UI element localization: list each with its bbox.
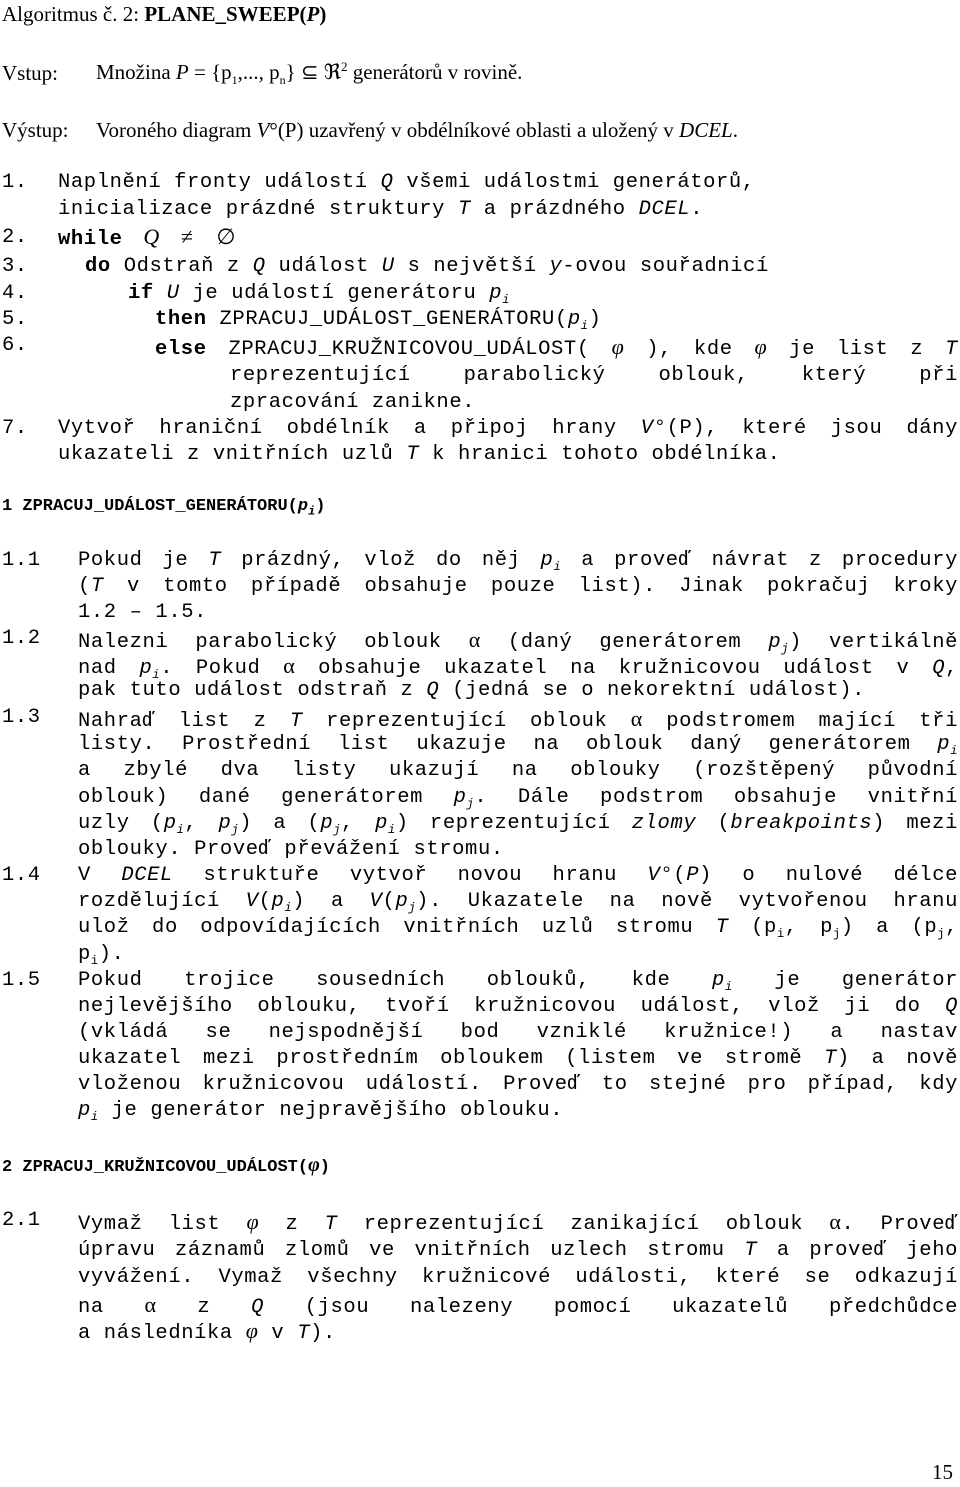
step-3: 3. xyxy=(2,255,28,278)
step-2-1-number: 2.1 xyxy=(2,1209,41,1232)
step-7-line-1: Vytvoř hraniční obdélník a připoj hrany V°(P), které jsou dány xyxy=(58,417,958,440)
step-1-4-line-2: rozdělující $V(p_i)$ a $V(p_j)$. Ukazatele na nově vytvořenou hranu xyxy=(78,890,958,916)
page-number: 15 xyxy=(932,1460,953,1484)
step-7: 7. xyxy=(2,417,28,440)
step-1-5-line-1: Pokud trojice sousedních oblouků, kde $p_i$ je generátor xyxy=(78,969,958,995)
step-1-4-line-3: ulož do odpovídajících vnitřních uzlů stromu T ($p_i$, $p_j$) a ($p_j$, xyxy=(78,916,959,942)
input-label: Vstup: xyxy=(2,61,59,85)
step-2-1-line-3: vyvážení. Vymaž všechny kružnicové události, které se odkazují xyxy=(78,1266,958,1289)
step-6: 6. xyxy=(2,334,28,357)
step-3-line: do Odstraň z Q událost U s největší y-ovou souřadnicí xyxy=(85,255,769,278)
step-1-5-line-5: vloženou kružnicovou událostí. Proveď to stejné pro případ, kdy xyxy=(78,1073,958,1096)
algorithm-title: Algoritmus č. 2: PLANE_SWEEP(P) xyxy=(2,2,327,26)
step-5: 5. xyxy=(2,308,28,331)
step-2-1-line-5: a následníka φ v T). xyxy=(78,1318,336,1345)
step-2-1-line-2: úpravu záznamů zlomů ve vnitřních uzlech stromu T a proveď jeho xyxy=(78,1239,958,1262)
step-1-1-number: 1.1 xyxy=(2,549,41,572)
step-2-1-line-4: na α z Q (jsou nalezeny pomocí ukazatelů předchůdce xyxy=(78,1292,958,1319)
step-1-2-line-3: pak tuto událost odstraň z Q (jedná se o nekorektní událost). xyxy=(78,679,866,702)
step-1-1-line-1: Pokud je T prázdný, vlož do něj $p_i$ a proveď návrat z procedury xyxy=(78,549,958,575)
step-4-line: if U je událostí generátoru $p_i$ xyxy=(128,282,510,308)
step-2: 2. xyxy=(2,226,28,249)
step-1-3-line-1: Nahraď list z T reprezentující oblouk α podstromem mající tři xyxy=(78,706,958,733)
step-2-1-line-1: Vymaž list φ z T reprezentující zanikající oblouk α. Proveď xyxy=(78,1209,958,1236)
step-7-line-2: ukazateli z vnitřních uzlů T k hranici tohoto obdélníka. xyxy=(58,443,781,466)
step-1: 1. xyxy=(2,171,28,194)
step-1-5-line-2: nejlevějšího oblouku, tvoří kružnicovou událost, vlož ji do Q xyxy=(78,995,958,1018)
step-1-5-line-4: ukazatel mezi prostředním obloukem (listem ve stromě T) a nově xyxy=(78,1047,958,1070)
step-4: 4. xyxy=(2,282,28,305)
step-1-1-line-2: (T v tomto případě obsahuje pouze list). Jinak pokračuj kroky xyxy=(78,575,958,598)
output-description: Voroného diagram V°(P) uzavřený v obdélníkové oblasti a uložený v DCEL. xyxy=(96,118,738,142)
step-1-line-1: Naplnění fronty událostí Q všemi událostmi generátorů, xyxy=(58,171,755,194)
step-1-2-line-2: nad $p_i$. Pokud α obsahuje ukazatel na kružnicovou událost v Q, xyxy=(78,653,959,683)
step-1-4-line-4: $p_i$). xyxy=(78,943,125,969)
step-1-3-line-5: uzly ($p_i$, $p_j$) a ($p_j$, $p_i$) reprezentující zlomy (breakpoints) mezi xyxy=(78,812,958,838)
procedure-2-heading: 2 ZPRACUJ_KRUŽNICOVOU_UDÁLOST(φ) xyxy=(2,1154,330,1177)
step-5-line: then $ZPRACUJ\_UDÁLOST\_GENERÁTORU(p_i)$ xyxy=(155,308,602,334)
step-1-line-2: inicializace prázdné struktury T a prázdného DCEL. xyxy=(58,198,704,221)
step-1-5-line-3: (vkládá se nejspodnější bod vzniklé kružnice!) a nastav xyxy=(78,1021,958,1044)
step-1-2-line-1: Nalezni parabolický oblouk α (daný generátorem $p_j$) vertikálně xyxy=(78,627,959,657)
procedure-1-heading: 1 $ZPRACUJ\_UDÁLOST\_GENERÁTORU(p_i)$ xyxy=(2,497,326,519)
step-6-line-2: reprezentující parabolický oblouk, který při xyxy=(230,364,958,387)
step-1-3-number: 1.3 xyxy=(2,706,41,729)
input-description: Množina $P = \{p_1$,..., $p_n$} ⊆ ℜ$^2$ generátorů v rovině. xyxy=(96,59,523,88)
step-6-line-1: else ZPRACUJ_KRUŽNICOVOU_UDÁLOST( φ ), kde φ je list z T xyxy=(155,334,958,361)
step-1-2-number: 1.2 xyxy=(2,627,41,650)
step-1-3-line-3: a zbylé dva listy ukazují na oblouky (rozštěpený původní xyxy=(78,759,958,782)
step-1-5-line-6: $p_i$ je generátor nejpravějšího oblouku. xyxy=(78,1099,564,1125)
step-1-3-line-6: oblouky. Proveď převážení stromu. xyxy=(78,838,504,861)
step-1-5-number: 1.5 xyxy=(2,969,41,992)
step-1-4-line-1: V DCEL struktuře vytvoř novou hranu V°(P) o nulové délce xyxy=(78,864,959,887)
step-1-3-line-2: listy. Prostřední list ukazuje na oblouk daný generátorem $p_i$ xyxy=(78,733,958,759)
step-1-3-line-4: oblouk) dané generátorem $p_j$. Dále podstrom obsahuje vnitřní xyxy=(78,786,958,812)
step-1-4-number: 1.4 xyxy=(2,864,41,887)
step-1-1-line-3: 1.2 – 1.5. xyxy=(78,601,208,624)
step-2-line: while Q ≠ ∅ xyxy=(58,224,237,251)
output-label: Výstup: xyxy=(2,118,69,142)
step-6-line-3: zpracování zanikne. xyxy=(230,391,476,414)
